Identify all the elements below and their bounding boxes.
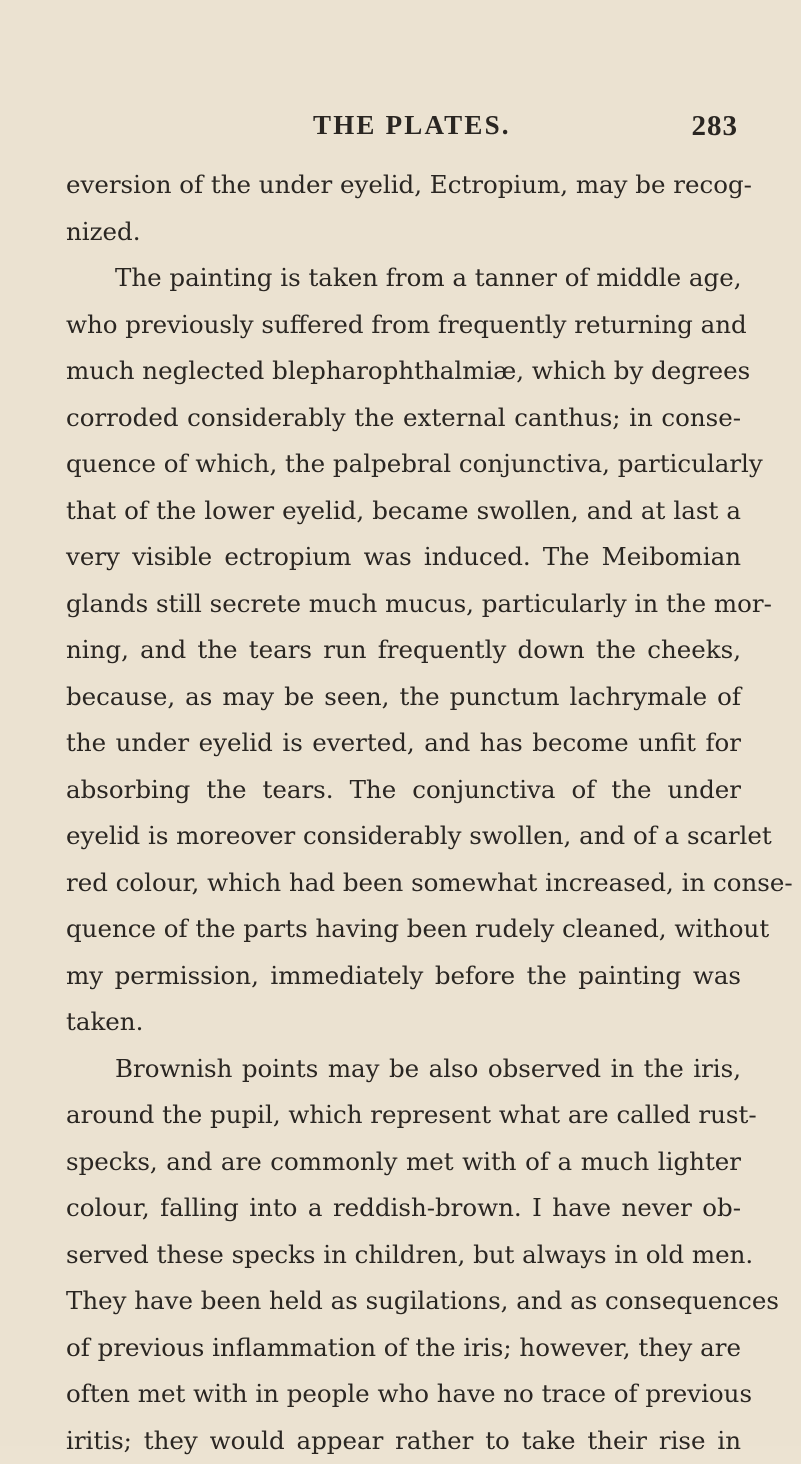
text-line: colour, falling into a reddish-brown. I have never ob- bbox=[66, 1185, 741, 1232]
text-line: nized. bbox=[66, 209, 741, 256]
page-number: 283 bbox=[692, 110, 739, 143]
text-line: They have been held as sugilations, and as consequences bbox=[66, 1278, 741, 1325]
running-head: THE PLATES. bbox=[313, 110, 511, 141]
text-line: iritis; they would appear rather to take their rise in bbox=[66, 1418, 741, 1464]
text-line: who previously suffered from frequently returning and bbox=[66, 302, 741, 349]
text-line: often met with in people who have no trace of previous bbox=[66, 1371, 741, 1418]
text-line: ning, and the tears run frequently down the cheeks, bbox=[66, 627, 741, 674]
text-line: my permission, immediately before the painting was bbox=[66, 953, 741, 1000]
text-line: eversion of the under eyelid, Ectropium, may be recog- bbox=[66, 162, 741, 209]
page-header bbox=[0, 110, 801, 150]
text-line: very visible ectropium was induced. The Meibomian bbox=[66, 534, 741, 581]
text-line: the under eyelid is everted, and has become unfit for bbox=[66, 720, 741, 767]
text-line: glands still secrete much mucus, particularly in the mor- bbox=[66, 581, 741, 628]
text-line: around the pupil, which represent what are called rust- bbox=[66, 1092, 741, 1139]
text-line: served these specks in children, but always in old men. bbox=[66, 1232, 741, 1279]
text-line: red colour, which had been somewhat increased, in conse- bbox=[66, 860, 741, 907]
text-line: corroded considerably the external canthus; in conse- bbox=[66, 395, 741, 442]
text-line: quence of which, the palpebral conjunctiva, particularly bbox=[66, 441, 741, 488]
text-line: Brownish points may be also observed in the iris, bbox=[66, 1046, 741, 1093]
text-line: absorbing the tears. The conjunctiva of the under bbox=[66, 767, 741, 814]
text-line: eyelid is moreover considerably swollen, and of a scarlet bbox=[66, 813, 741, 860]
text-line: that of the lower eyelid, became swollen, and at last a bbox=[66, 488, 741, 535]
text-line: because, as may be seen, the punctum lachrymale of bbox=[66, 674, 741, 721]
text-line: quence of the parts having been rudely cleaned, without bbox=[66, 906, 741, 953]
text-line: of previous inflammation of the iris; however, they are bbox=[66, 1325, 741, 1372]
text-line: specks, and are commonly met with of a much lighter bbox=[66, 1139, 741, 1186]
text-line: much neglected blepharophthalmiæ, which by degrees bbox=[66, 348, 741, 395]
body-text bbox=[66, 162, 741, 1464]
text-line: taken. bbox=[66, 999, 741, 1046]
text-line: The painting is taken from a tanner of middle age, bbox=[66, 255, 741, 302]
